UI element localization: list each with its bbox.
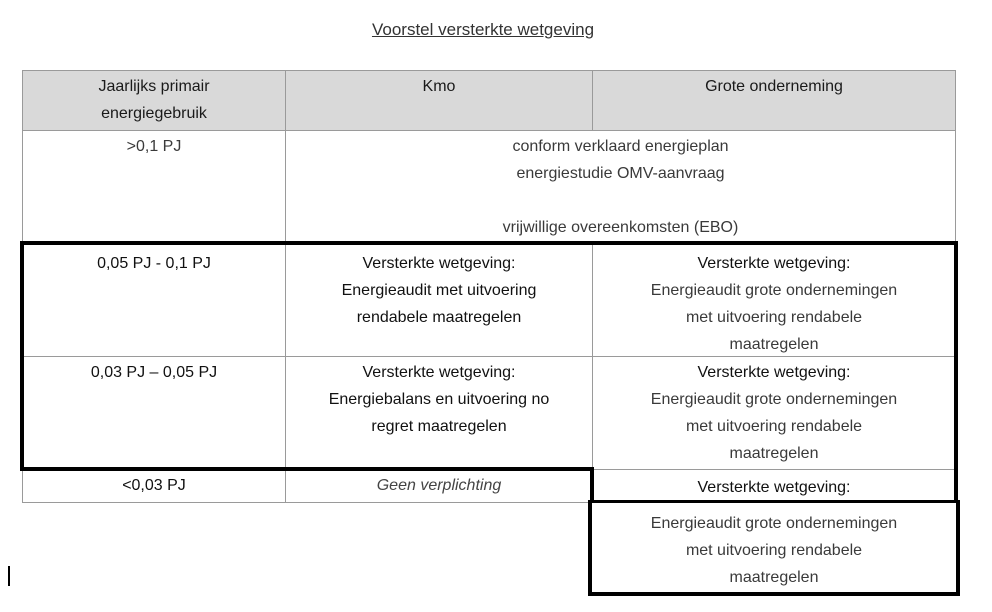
row2-kmo <box>285 243 593 357</box>
row4-label <box>22 469 286 503</box>
row3-kmo-line2: Energiebalans en uitvoering no <box>328 391 550 408</box>
row4-kmo <box>285 469 593 503</box>
row3-kmo <box>285 356 593 470</box>
row1-label <box>22 130 286 244</box>
row3-label <box>22 356 286 470</box>
row1-label-text: >0,1 PJ <box>126 138 182 155</box>
row4-grote-line1: Energieaudit grote ondernemingen <box>650 515 898 532</box>
row2-kmo-line2: Energieaudit met uitvoering <box>341 282 537 299</box>
row4-grote-line3: maatregelen <box>729 569 819 586</box>
header-grote-label: Grote onderneming <box>705 78 843 95</box>
row3-grote-line2: met uitvoering rendabele <box>685 418 863 435</box>
row3-grote-line1: Energieaudit grote ondernemingen <box>650 391 898 408</box>
row3-label-text: 0,03 PJ – 0,05 PJ <box>90 364 218 381</box>
row4-kmo-text: Geen verplichting <box>376 477 502 494</box>
row1-merged-line3 <box>286 187 955 214</box>
row3-grote <box>592 356 956 470</box>
row1-merged-line2: energiestudie OMV-aanvraag <box>516 165 725 182</box>
header-energy-use-line2: energiegebruik <box>101 105 207 122</box>
row2-grote-title: Versterkte wetgeving: <box>697 255 851 272</box>
row4-grote-title: Versterkte wetgeving: <box>697 479 851 496</box>
row2-label <box>22 243 286 357</box>
header-kmo <box>285 70 593 131</box>
row2-grote <box>592 243 956 357</box>
header-grote-onderneming <box>592 70 956 131</box>
row3-kmo-line1: Versterkte wetgeving: <box>362 364 516 381</box>
row2-grote-line1: Energieaudit grote ondernemingen <box>650 282 898 299</box>
row3-kmo-line3: regret maatregelen <box>371 418 507 435</box>
row2-kmo-line1: Versterkte wetgeving: <box>362 255 516 272</box>
text-cursor <box>8 566 10 586</box>
document-title: Voorstel versterkte wetgeving <box>371 20 595 39</box>
header-energy-use-line1: Jaarlijks primair <box>98 78 210 95</box>
row3-grote-title: Versterkte wetgeving: <box>697 364 851 381</box>
row4-grote-line2: met uitvoering rendabele <box>685 542 863 559</box>
header-energy-use <box>22 70 286 131</box>
row2-grote-line2: met uitvoering rendabele <box>685 309 863 326</box>
row1-merged-cell <box>285 130 956 244</box>
row2-kmo-line3: rendabele maatregelen <box>356 309 522 326</box>
header-kmo-label: Kmo <box>422 78 456 95</box>
row1-merged-line4: vrijwillige overeenkomsten (EBO) <box>502 219 739 236</box>
row1-merged-line1: conform verklaard energieplan <box>512 138 729 155</box>
row3-grote-line3: maatregelen <box>729 445 819 462</box>
row4-label-text: <0,03 PJ <box>122 477 186 494</box>
row2-label-text: 0,05 PJ - 0,1 PJ <box>97 255 211 272</box>
row4-grote-title-cell <box>592 469 956 503</box>
row4-grote-body <box>592 502 956 594</box>
row2-grote-line3: maatregelen <box>729 336 819 353</box>
